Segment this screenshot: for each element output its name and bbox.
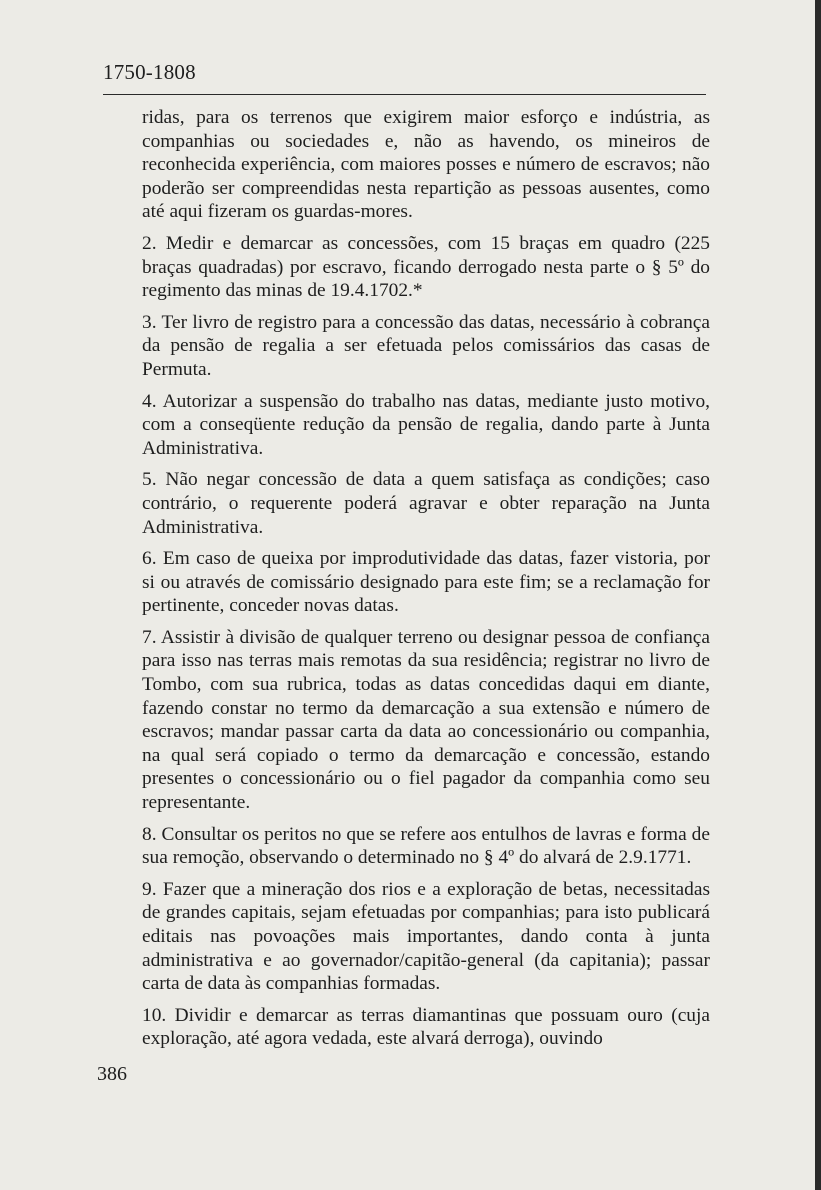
paragraph-item-6: 6. Em caso de queixa por improdutividade das datas, fazer vistoria, por si ou através de comissário designado para este fim; se a reclamação for pertinente, conceder novas datas. — [142, 548, 710, 617]
paragraph-item-10: 10. Dividir e demarcar as terras diamantinas que possuam ouro (cuja exploração, até agora vedada, este alvará derroga), ouvindo — [142, 1004, 710, 1050]
paragraph-item-8: 8. Consultar os peritos no que se refere aos entulhos de lavras e forma de sua remoção, observando o determinado no § 4º do alvará de 2.9.1771. — [142, 823, 710, 869]
paragraph-item-3: 3. Ter livro de registro para a concessão das datas, necessário à cobrança da pensão de regalia a ser efetuada pelos comissários das casas de Permuta. — [142, 311, 710, 380]
paragraph-item-2: 2. Medir e demarcar as concessões, com 15 braças em quadro (225 braças quadradas) por escravo, ficando derrogado nesta parte o § 5º do regimento das minas de 19.4.1702.* — [142, 232, 710, 302]
paragraph-item-9: 9. Fazer que a mineração dos rios e a exploração de betas, necessitadas de grandes capitais, sejam efetuadas por companhias; para isto publicará editais nas povoações mais importantes, dando conta à junta administrativa e ao governador/capitão-general (da capitania); passar carta de data às companhias formadas. — [142, 878, 710, 995]
paragraph-item-4: 4. Autorizar a suspensão do trabalho nas datas, mediante justo motivo, com a conseqüente redução da pensão de regalia, dando parte à Junta Administrativa. — [142, 390, 710, 459]
body-text — [142, 106, 710, 1059]
paragraph-continuation: ridas, para os terrenos que exigirem maior esforço e indústria, as companhias ou sociedades e, não as havendo, os mineiros de reconhecida experiência, com maiores posses e número de escravos; não poderão ser compreendidas nesta repartição as pessoas ausentes, como até aqui fizeram os guardas-mores. — [142, 107, 710, 223]
header-rule — [103, 94, 706, 95]
paragraph-item-5: 5. Não negar concessão de data a quem satisfaça as condições; caso contrário, o requerente poderá agravar e obter reparação na Junta Administrativa. — [142, 469, 710, 538]
page-edge — [815, 0, 821, 1190]
paragraph-item-7: 7. Assistir à divisão de qualquer terreno ou designar pessoa de confiança para isso nas terras mais remotas da sua residência; registrar no livro de Tombo, com sua rubrica, todas as datas concedidas daqui em diante, fazendo constar no termo da demarcação a sua extensão e número de escravos; mandar passar carta da data ao concessionário ou companhia, na qual será copiado o termo da demarcação e concessão, estando presentes o concessionário ou o fiel pagador da companhia como seu representante. — [142, 626, 710, 814]
running-head: 1750-1808 — [103, 60, 196, 84]
page-number: 386 — [97, 1063, 127, 1085]
